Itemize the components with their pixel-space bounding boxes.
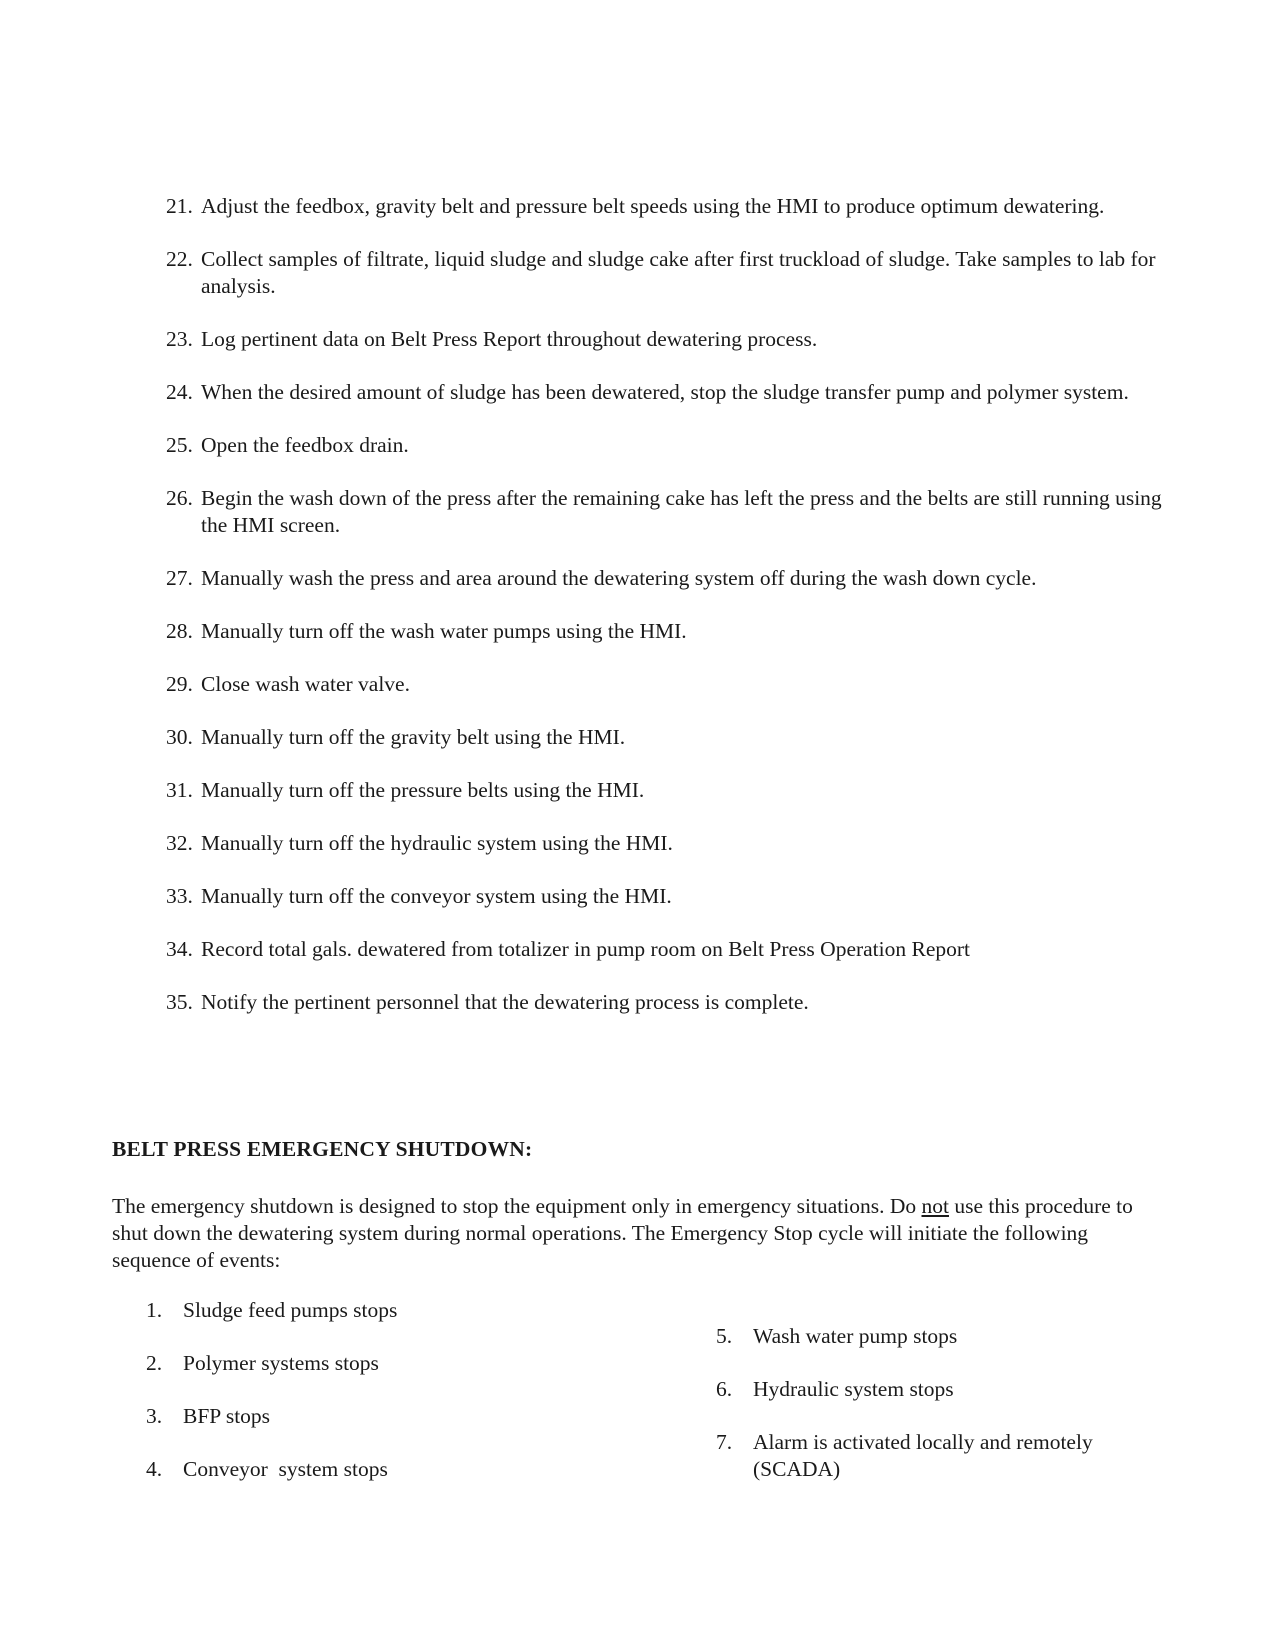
shutdown-event	[146, 1403, 646, 1430]
step-number: 25.	[166, 433, 193, 457]
shutdown-event	[716, 1323, 1156, 1350]
step-number: 24.	[166, 380, 193, 404]
step-number: 23.	[166, 327, 193, 351]
event-number: 1.	[146, 1298, 163, 1322]
step-text: Notify the pertinent personnel that the dewatering process is complete.	[201, 990, 809, 1014]
event-number: 3.	[146, 1404, 163, 1428]
event-number: 7.	[716, 1430, 733, 1454]
event-text: Conveyor system stops	[183, 1457, 388, 1481]
shutdown-events-left-column	[146, 1297, 646, 1509]
procedure-step	[166, 618, 1176, 645]
step-text: Manually turn off the wash water pumps using the HMI.	[201, 619, 687, 643]
step-text: Manually turn off the gravity belt using the HMI.	[201, 725, 626, 749]
shutdown-events-right-column	[716, 1323, 1156, 1509]
procedure-step	[166, 326, 1176, 353]
step-number: 34.	[166, 937, 193, 961]
event-text: BFP stops	[183, 1404, 271, 1428]
event-number: 6.	[716, 1377, 733, 1401]
step-text: Open the feedbox drain.	[201, 433, 409, 457]
step-number: 30.	[166, 725, 193, 749]
step-number: 31.	[166, 778, 193, 802]
shutdown-event	[146, 1456, 646, 1483]
event-text: Sludge feed pumps stops	[183, 1298, 398, 1322]
step-text: Manually turn off the pressure belts using the HMI.	[201, 778, 645, 802]
step-text: Collect samples of filtrate, liquid sludge and sludge cake after first truckload of sludge. Take samples to lab for analysis.	[201, 247, 1156, 298]
event-text: Hydraulic system stops	[753, 1377, 954, 1401]
intro-text-part1: The emergency shutdown is designed to stop the equipment only in emergency situations. Do	[112, 1194, 922, 1218]
event-text: Polymer systems stops	[183, 1351, 379, 1375]
step-number: 35.	[166, 990, 193, 1014]
procedure-step	[166, 379, 1176, 406]
procedure-step	[166, 724, 1176, 751]
event-number: 2.	[146, 1351, 163, 1375]
step-text: Manually turn off the conveyor system using the HMI.	[201, 884, 672, 908]
step-number: 21.	[166, 194, 193, 218]
step-number: 32.	[166, 831, 193, 855]
step-text: Begin the wash down of the press after the remaining cake has left the press and the belts are still running using the HMI screen.	[201, 486, 1162, 537]
intro-emphasis: not	[921, 1194, 949, 1218]
procedure-step	[166, 830, 1176, 857]
step-number: 29.	[166, 672, 193, 696]
step-number: 33.	[166, 884, 193, 908]
step-number: 22.	[166, 247, 193, 271]
shutdown-event	[146, 1350, 646, 1377]
procedure-step	[166, 485, 1176, 539]
shutdown-event	[146, 1297, 646, 1324]
step-number: 27.	[166, 566, 193, 590]
shutdown-event	[716, 1429, 1156, 1483]
procedure-step	[166, 565, 1176, 592]
step-text: Adjust the feedbox, gravity belt and pressure belt speeds using the HMI to produce optimum dewatering.	[201, 194, 1105, 218]
shutdown-event	[716, 1376, 1156, 1403]
step-number: 28.	[166, 619, 193, 643]
step-text: Manually wash the press and area around the dewatering system off during the wash down cycle.	[201, 566, 1037, 590]
intro-text-part2: use this procedure to shut down the dewatering system during normal operations. The Emergency Stop cycle will initiate the following sequence of events:	[112, 1194, 1133, 1272]
step-text: Close wash water valve.	[201, 672, 410, 696]
section-heading: BELT PRESS EMERGENCY SHUTDOWN:	[112, 1137, 533, 1161]
step-text: When the desired amount of sludge has been dewatered, stop the sludge transfer pump and polymer system.	[201, 380, 1129, 404]
intro-paragraph	[112, 1193, 1172, 1274]
step-number: 26.	[166, 486, 193, 510]
procedure-step	[166, 936, 1176, 963]
procedure-step	[166, 671, 1176, 698]
procedure-steps-list	[166, 193, 1176, 1042]
procedure-step	[166, 777, 1176, 804]
event-text: Alarm is activated locally and remotely (SCADA)	[753, 1430, 1093, 1481]
procedure-step	[166, 883, 1176, 910]
event-number: 5.	[716, 1324, 733, 1348]
procedure-step	[166, 193, 1176, 220]
event-text: Wash water pump stops	[753, 1324, 958, 1348]
event-number: 4.	[146, 1457, 163, 1481]
step-text: Log pertinent data on Belt Press Report throughout dewatering process.	[201, 327, 818, 351]
step-text: Record total gals. dewatered from totalizer in pump room on Belt Press Operation Report	[201, 937, 971, 961]
procedure-step	[166, 432, 1176, 459]
procedure-step	[166, 989, 1176, 1016]
procedure-step	[166, 246, 1176, 300]
step-text: Manually turn off the hydraulic system using the HMI.	[201, 831, 673, 855]
